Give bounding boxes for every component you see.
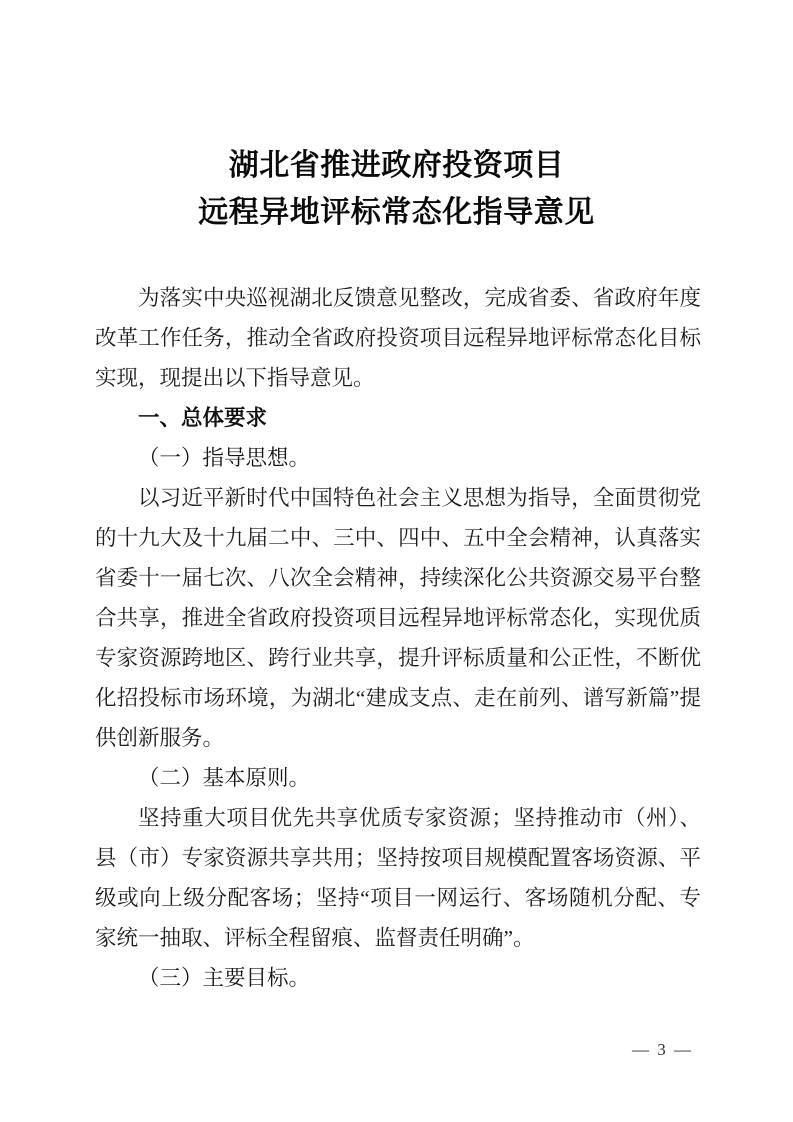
section-heading-overall-requirements: 一、总体要求 [138,406,268,430]
paragraph-basic-principles: 坚持重大项目优先共享优质专家资源；坚持推动市（州）、县（市）专家资源共享共用；坚持按项目规模配置客场资源、平级或向上级分配客场；坚持“项目一网运行、客场随机分配、专家统一抽取、评标全程留痕、监督责任明确”。 [95,806,701,950]
intro-paragraph: 为落实中央巡视湖北反馈意见整改，完成省委、省政府年度改革工作任务，推动全省政府投资项目远程异地评标常态化目标实现，现提出以下指导意见。 [95,286,701,390]
page-number: — 3 — [632,1040,693,1059]
document-body [95,278,701,998]
subsection-heading-basic-principles: （二）基本原则。 [138,766,311,790]
document-title-line1: 湖北省推进政府投资项目 [228,149,565,182]
paragraph-guiding-ideology: 以习近平新时代中国特色社会主义思想为指导，全面贯彻党的十九大及十九届二中、三中、四中、五中全会精神，认真落实省委十一届七次、八次全会精神，持续深化公共资源交易平台整合共享，推进全省政府投资项目远程异地评标常态化，实现优质专家资源跨地区、跨行业共享，提升评标质量和公正性，不断优化招投标市场环境，为湖北“建成支点、走在前列、谱写新篇”提供创新服务。 [95,486,701,750]
document-title [0,142,793,236]
document-title-line2: 远程异地评标常态化指导意见 [198,196,595,229]
subsection-heading-main-goals: （三）主要目标。 [138,966,311,990]
subsection-heading-guiding-ideology: （一）指导思想。 [138,446,311,470]
